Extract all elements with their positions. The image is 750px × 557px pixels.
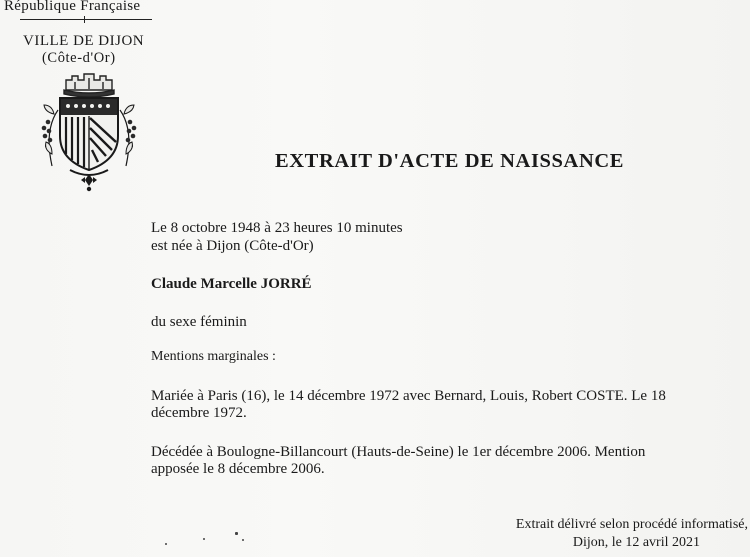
marriage-mention-line1: Mariée à Paris (16), le 14 décembre 1972 avec Bernard, Louis, Robert COSTE. Le 18: [151, 388, 666, 404]
issuance-statement: Extrait délivré selon procédé informatisé,: [515, 517, 748, 532]
issuance-place-date: Dijon, le 12 avril 2021: [572, 535, 700, 550]
document-title: EXTRAIT D'ACTE DE NAISSANCE: [275, 150, 625, 172]
department-name: (Côte-d'Or): [42, 50, 116, 66]
scan-speck: [165, 543, 167, 545]
scan-speck: [235, 532, 238, 535]
person-given-names: Claude Marcelle: [151, 276, 261, 292]
person-name: [151, 276, 312, 293]
person-family-name: JORRÉ: [260, 276, 312, 292]
marginal-mentions-label: Mentions marginales :: [151, 349, 276, 364]
marriage-mention-line2: décembre 1972.: [151, 405, 247, 421]
header-rule: [20, 19, 152, 20]
scan-speck: [242, 539, 244, 541]
header-rule-tick: [84, 16, 85, 23]
sex-statement: du sexe féminin: [151, 314, 247, 330]
city-name: VILLE DE DIJON: [23, 33, 145, 49]
death-mention-line1: Décédée à Boulogne-Billancourt (Hauts-de-Seine) le 1er décembre 2006. Mention: [151, 444, 646, 460]
birth-datetime: Le 8 octobre 1948 à 23 heures 10 minutes: [151, 220, 403, 236]
dijon-coat-of-arms-icon: [30, 70, 148, 192]
scan-speck: [203, 538, 205, 540]
death-mention-line2: apposée le 8 décembre 2006.: [151, 461, 325, 477]
birth-place: est née à Dijon (Côte-d'Or): [151, 238, 314, 254]
republic-header: République Française: [4, 0, 141, 14]
